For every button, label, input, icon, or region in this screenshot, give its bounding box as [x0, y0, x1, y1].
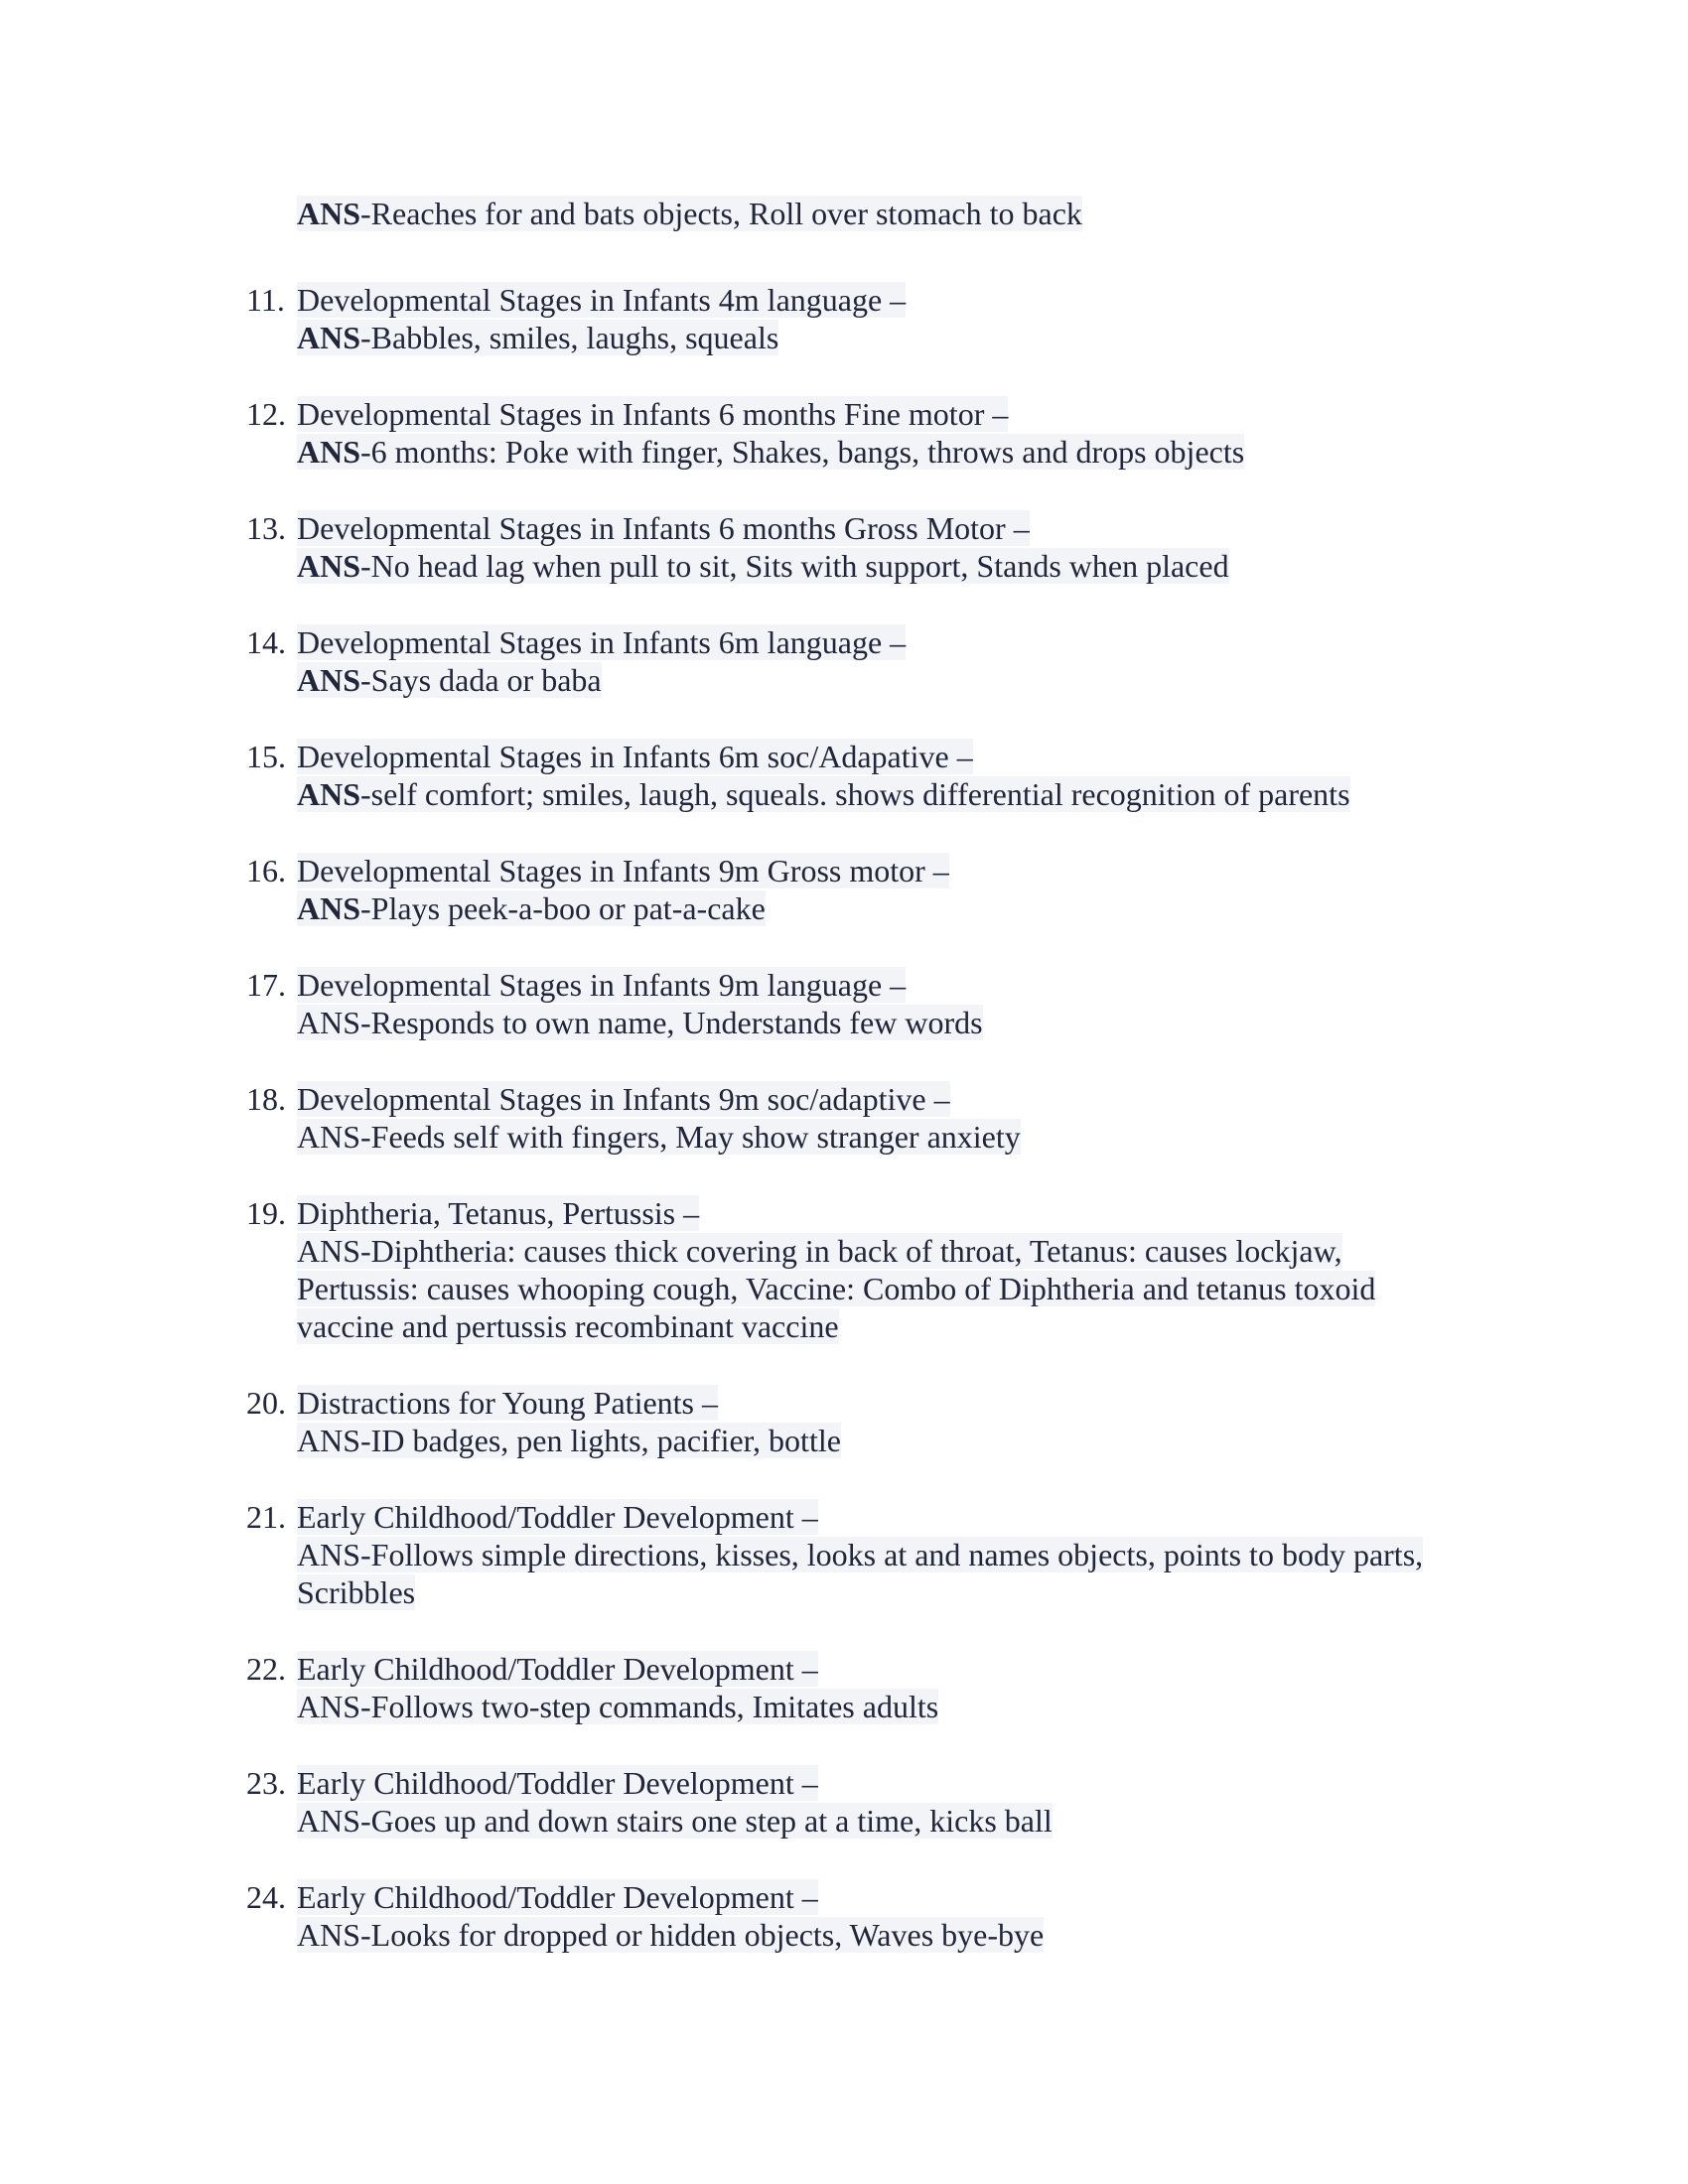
answer-prefix: ANS — [297, 320, 361, 355]
question-text: Developmental Stages in Infants 6 months Fine motor – — [297, 396, 1009, 432]
answer-text: ANS-6 months: Poke with finger, Shakes, bangs, throws and drops objects — [297, 434, 1245, 470]
question-text: Developmental Stages in Infants 6m soc/Adapative – — [297, 739, 973, 774]
list-item-20 — [0, 1384, 1688, 1459]
list-item-19 — [0, 1194, 1688, 1345]
question-text: Early Childhood/Toddler Development – — [297, 1651, 818, 1687]
list-item-15 — [0, 738, 1688, 813]
answer-text: ANS-ID badges, pen lights, pacifier, bottle — [297, 1423, 841, 1458]
question-text: Developmental Stages in Infants 4m language – — [297, 282, 907, 318]
list-item-22 — [0, 1650, 1688, 1725]
question-text: Developmental Stages in Infants 6 months Gross Motor – — [297, 510, 1030, 546]
question-text: Early Childhood/Toddler Development – — [297, 1499, 818, 1535]
answer-line-1: ANS-Follows simple directions, kisses, looks at and names objects, points to body parts, — [297, 1537, 1424, 1572]
answer-text: ANS-Looks for dropped or hidden objects, Waves bye-bye — [297, 1917, 1045, 1953]
answer-prefix: ANS — [297, 196, 361, 231]
item-number: 20. — [246, 1385, 286, 1421]
item-number: 17. — [246, 967, 286, 1003]
answer-text: ANS-Reaches for and bats objects, Roll over stomach to back — [297, 196, 1082, 231]
continued-answer — [297, 195, 1082, 232]
list-item-16 — [0, 852, 1688, 927]
list-item-14 — [0, 623, 1688, 699]
list-item-11 — [0, 281, 1688, 356]
item-number: 13. — [246, 510, 286, 546]
item-number: 16. — [246, 853, 286, 888]
answer-prefix: ANS — [297, 662, 361, 698]
question-text: Early Childhood/Toddler Development – — [297, 1879, 818, 1915]
answer-text: ANS-self comfort; smiles, laugh, squeals. shows differential recognition of parents — [297, 776, 1350, 812]
answer-prefix: ANS — [297, 890, 361, 926]
answer-text: ANS-Follows two-step commands, Imitates adults — [297, 1689, 939, 1724]
answer-prefix: ANS — [297, 434, 361, 470]
answer-prefix: ANS — [297, 776, 361, 812]
answer-text: ANS-Feeds self with fingers, May show stranger anxiety — [297, 1119, 1021, 1155]
answer-text: ANS-Says dada or baba — [297, 662, 602, 698]
item-number: 11. — [246, 282, 285, 318]
list-item-24 — [0, 1878, 1688, 1954]
answer-line-3: vaccine and pertussis recombinant vaccine — [297, 1308, 839, 1344]
question-text: Distractions for Young Patients – — [297, 1385, 718, 1421]
item-number: 24. — [246, 1879, 286, 1915]
answer-text: ANS-Plays peek-a-boo or pat-a-cake — [297, 890, 766, 926]
item-number: 21. — [246, 1499, 286, 1535]
question-text: Developmental Stages in Infants 9m Gross motor – — [297, 853, 949, 888]
item-number: 14. — [246, 624, 286, 660]
answer-line-2: Scribbles — [297, 1574, 416, 1610]
item-number: 19. — [246, 1195, 286, 1231]
list-item-18 — [0, 1080, 1688, 1156]
question-text: Developmental Stages in Infants 6m language – — [297, 624, 907, 660]
list-item-23 — [0, 1764, 1688, 1840]
list-item-17 — [0, 966, 1688, 1041]
item-number: 18. — [246, 1081, 286, 1117]
item-number: 15. — [246, 739, 286, 774]
answer-prefix: ANS — [297, 548, 361, 584]
answer-text: ANS-Babbles, smiles, laughs, squeals — [297, 320, 779, 355]
answer-line-1: ANS-Diphtheria: causes thick covering in back of throat, Tetanus: causes lockjaw, — [297, 1233, 1342, 1269]
question-list — [0, 281, 1688, 1992]
list-item-21 — [0, 1498, 1688, 1611]
answer-text: ANS-Responds to own name, Understands few words — [297, 1005, 983, 1040]
answer-text: ANS-No head lag when pull to sit, Sits with support, Stands when placed — [297, 548, 1229, 584]
question-text: Early Childhood/Toddler Development – — [297, 1765, 818, 1801]
item-number: 23. — [246, 1765, 286, 1801]
question-text: Developmental Stages in Infants 9m language – — [297, 967, 907, 1003]
list-item-13 — [0, 509, 1688, 585]
item-number: 12. — [246, 396, 286, 432]
question-text: Diphtheria, Tetanus, Pertussis – — [297, 1195, 700, 1231]
list-item-12 — [0, 395, 1688, 471]
question-text: Developmental Stages in Infants 9m soc/adaptive – — [297, 1081, 950, 1117]
item-number: 22. — [246, 1651, 286, 1687]
answer-text: ANS-Goes up and down stairs one step at a time, kicks ball — [297, 1803, 1053, 1839]
answer-line-2: Pertussis: causes whooping cough, Vaccine: Combo of Diphtheria and tetanus toxoid — [297, 1271, 1376, 1306]
